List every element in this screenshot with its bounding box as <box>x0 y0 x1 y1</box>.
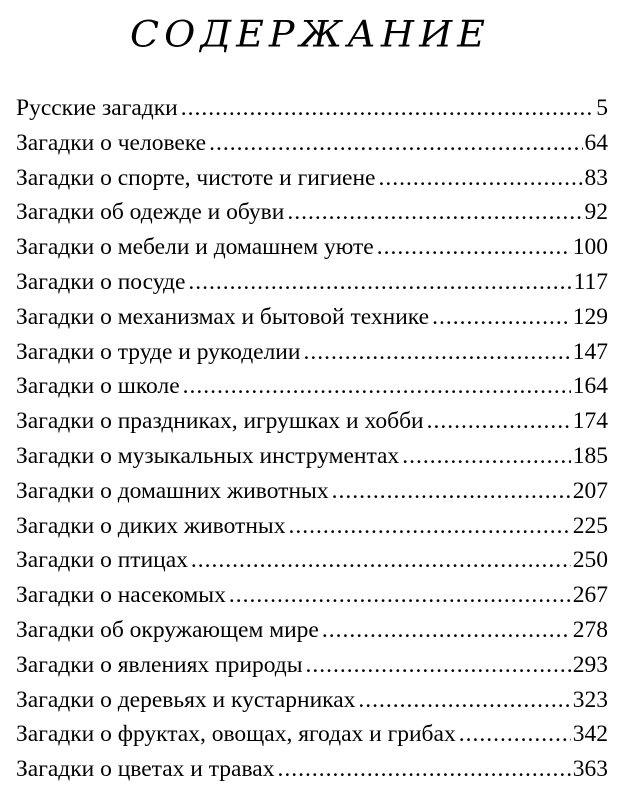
toc-entry-title: Загадки о фруктах, овощах, ягодах и грибах <box>16 721 456 748</box>
toc-entry-page: 64 <box>584 129 608 156</box>
toc-entry <box>16 613 608 648</box>
toc-entry-page: 92 <box>584 199 608 226</box>
toc-entry <box>16 578 608 613</box>
toc-dot-leader <box>181 91 595 126</box>
toc-dot-leader <box>306 648 571 683</box>
toc-dot-leader <box>191 543 571 578</box>
toc-entry-title: Загадки о человеке <box>16 129 207 156</box>
toc-dot-leader <box>459 717 571 752</box>
toc-entry <box>16 161 608 196</box>
toc-dot-leader <box>402 439 571 474</box>
toc-entry-page: 342 <box>572 721 608 748</box>
toc-dot-leader <box>288 509 570 544</box>
toc-dot-leader <box>209 126 582 161</box>
toc-entry <box>16 369 608 404</box>
toc-dot-leader <box>183 369 571 404</box>
toc-dot-leader <box>427 404 571 439</box>
toc-entry-page: 147 <box>572 338 608 365</box>
toc-entry-title: Загадки о домашних животных <box>16 477 329 504</box>
toc-entry-title: Загадки о труде и рукоделии <box>16 338 301 365</box>
toc-entry-page: 83 <box>584 164 608 191</box>
toc-entry <box>16 439 608 474</box>
toc-entry-title: Загадки о механизмах и бытовой технике <box>16 303 430 330</box>
toc-entry <box>16 717 608 752</box>
toc-entry <box>16 91 608 126</box>
toc-entry-title: Загадки о спорте, чистоте и гигиене <box>16 164 376 191</box>
toc-entry-page: 207 <box>572 477 608 504</box>
toc-dot-leader <box>432 300 571 335</box>
toc-entry-page: 185 <box>572 442 608 469</box>
toc-entry <box>16 752 608 787</box>
toc-entry-title: Загадки об одежде и обуви <box>16 199 285 226</box>
toc-entry-page: 293 <box>572 651 608 678</box>
toc-dot-leader <box>377 230 571 265</box>
toc-entry-title: Загадки о цветах и травах <box>16 756 275 783</box>
toc-dot-leader <box>322 613 571 648</box>
toc-entry <box>16 195 608 230</box>
toc-entry-page: 117 <box>573 268 608 295</box>
toc-entry <box>16 126 608 161</box>
toc-entry-title: Загадки о музыкальных инструментах <box>16 442 400 469</box>
toc-entry-page: 323 <box>572 686 608 713</box>
toc-dot-leader <box>303 335 570 370</box>
toc-entry <box>16 265 608 300</box>
toc-dot-leader <box>277 752 570 787</box>
page-title: СОДЕРЖАНИЕ <box>130 13 490 55</box>
toc-dot-leader <box>358 683 570 718</box>
toc-entry-title: Загадки о мебели и домашнем уюте <box>16 234 374 261</box>
toc-entry <box>16 683 608 718</box>
toc-entry-title: Загадки о насекомых <box>16 582 226 609</box>
toc-entry-title: Загадки о посуде <box>16 268 186 295</box>
toc-entry-title: Загадки о деревьях и кустарниках <box>16 686 356 713</box>
toc-entry-page: 129 <box>572 303 608 330</box>
toc-entry-page: 267 <box>572 582 608 609</box>
toc-entry <box>16 509 608 544</box>
toc-entry-title: Загадки о диких животных <box>16 512 286 539</box>
toc-entry-page: 174 <box>572 408 608 435</box>
toc-entry-page: 100 <box>572 234 608 261</box>
toc-entry <box>16 230 608 265</box>
toc-entry <box>16 543 608 578</box>
toc-dot-leader <box>379 161 583 196</box>
toc-entry-page: 225 <box>572 512 608 539</box>
toc-entry-page: 164 <box>572 373 608 400</box>
toc-entry-page: 363 <box>572 756 608 783</box>
table-of-contents <box>16 91 608 787</box>
toc-entry-title: Загадки о праздниках, игрушках и хобби <box>16 408 424 435</box>
toc-entry-title: Загадки о птицах <box>16 547 188 574</box>
toc-dot-leader <box>287 195 582 230</box>
toc-entry-page: 5 <box>596 95 608 121</box>
toc-entry <box>16 335 608 370</box>
toc-dot-leader <box>229 578 571 613</box>
toc-entry <box>16 648 608 683</box>
toc-entry-title: Загадки о школе <box>16 373 180 400</box>
toc-entry-page: 278 <box>572 616 608 643</box>
toc-entry-title: Загадки о явлениях природы <box>16 651 303 678</box>
toc-dot-leader <box>188 265 571 300</box>
toc-entry-title: Русские загадки <box>16 95 178 121</box>
toc-entry-title: Загадки об окружающем мире <box>16 616 319 643</box>
toc-entry-page: 250 <box>572 547 608 574</box>
toc-dot-leader <box>332 474 571 509</box>
toc-entry <box>16 404 608 439</box>
toc-entry <box>16 300 608 335</box>
toc-entry <box>16 474 608 509</box>
